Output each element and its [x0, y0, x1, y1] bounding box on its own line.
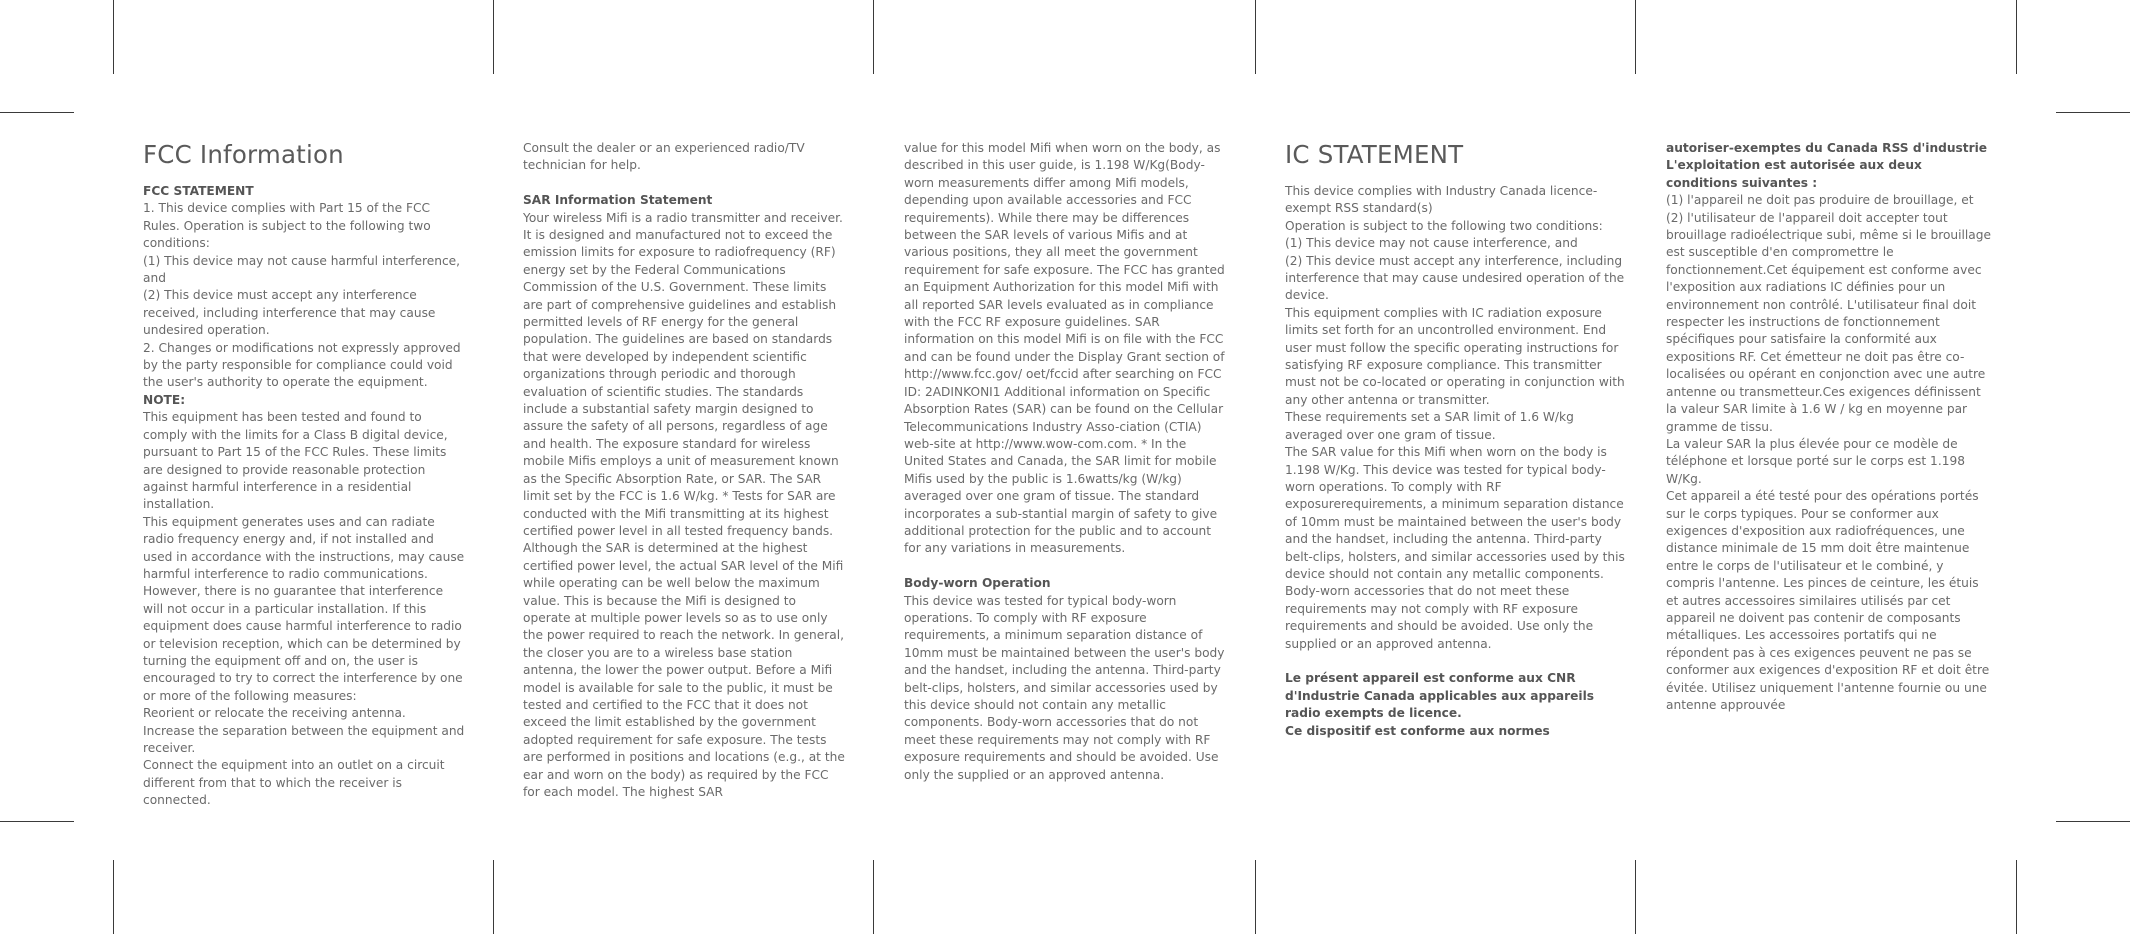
paragraph: value for this model Mifi when worn on the body, as described in this user guide, is 1.198 W/Kg(Body-worn measurements differ among Mifi models, depending upon available accessories and FCC requirements). While there may be differences between the SAR levels of various Mifis and at various positions, they all meet the government requirement for safe exposure. The FCC has granted an Equipment Authorization for this model Mifi with all reported SAR levels evaluated as in compliance with the FCC RF exposure guidelines. SAR information on this model Mifi is on file with the FCC and can be found under the Display Grant section of http://www.fcc.gov/ oet/fccid after searching on FCC ID: 2ADINKONI1 Additional information on Specific Absorption Rates (SAR) can be found on the Cellular Telecommunications Industry Asso-ciation (CTIA) web-site at http://www.wow-com.com. * In the United States and Canada, the SAR limit for mobile Mifis used by the public is 1.6watts/kg (W/kg) averaged over one gram of tissue. The standard incorporates a sub-stantial margin of safety to give additional protection for the public and to account for any variations in measurements.: [904, 141, 1225, 556]
paragraph: (1) l'appareil ne doit pas produire de brouillage, et: [1666, 193, 1974, 208]
paragraph: This device was tested for typical body-worn operations. To comply with RF exposure requirements, a minimum separation distance of 10mm must be maintained between the user's body and the handset, including the antenna. Third-party belt-clips, holsters, and similar accessories used by this device should not contain any metallic components. Body-worn accessories that do not meet these requirements may not comply with RF exposure requirements and should be avoided. Use only the supplied or an approved antenna.: [904, 593, 1225, 782]
column-sar-information: [523, 140, 845, 801]
subheading: Body-worn Operation: [904, 576, 1051, 591]
crop-mark: [2056, 112, 2130, 113]
paragraph: Reorient or relocate the receiving antenna.: [143, 706, 406, 721]
paragraph: Operation is subject to the following two conditions:: [1285, 218, 1603, 233]
crop-mark: [1635, 860, 1636, 934]
crop-mark: [113, 0, 114, 74]
paragraph: Cet appareil a été testé pour des opérations portés sur le corps typiques. Pour se conformer aux exigences d'exposition aux radiofréquences, une distance minimale de 15 mm doit être maintenue entre le corps de l'utilisateur et le combiné, y compris l'antenne. Les pinces de ceinture, les étuis et autres accessoires similaires utilisés par cet appareil ne doivent pas contenir de composants métalliques. Les accessoires portatifs qui ne répondent pas à ces exigences peuvent ne pas se conformer aux exigences d'exposition RF et doit être évitée. Utilisez uniquement l'antenne fournie ou une antenne approuvée: [1666, 489, 1990, 712]
paragraph: (1) This device may not cause harmful interference, and: [143, 253, 461, 286]
paragraph-gap: [1285, 653, 1630, 670]
section-heading: FCC Information: [143, 140, 344, 169]
subheading: SAR Information Statement: [523, 193, 713, 208]
crop-mark: [0, 112, 74, 113]
subheading: Le présent appareil est conforme aux CNR d'Industrie Canada applicables aux appareils radio exempts de licence.: [1285, 671, 1595, 721]
paragraph: The SAR value for this Mifi when worn on the body is 1.198 W/Kg. This device was tested for typical body-worn operations. To comply with RF exposurerequirements, a minimum separation distance of 10mm must be maintained between the user's body and the handset, including the antenna. Third-party belt-clips, holsters, and similar accessories used by this device should not contain any metallic components. Body-worn accessories that do not meet these requirements may not comply with RF exposure requirements and should be avoided. Use only the supplied or an approved antenna.: [1285, 445, 1625, 651]
paragraph: Consult the dealer or an experienced radio/TV technician for help.: [523, 141, 805, 173]
paragraph: (2) This device must accept any interference, including interference that may cause undesired operation of the device.: [1285, 253, 1625, 303]
crop-mark: [2016, 860, 2017, 934]
crop-mark: [2056, 821, 2130, 822]
paragraph: This equipment generates uses and can radiate radio frequency energy and, if not installed and used in accordance with the instructions, may cause harmful interference to radio communications. However, there is no guarantee that interference will not occur in a particular installation. If this equipment does cause harmful interference to radio or television reception, which can be determined by turning the equipment off and on, the user is encouraged to try to correct the interference by one or more of the following measures:: [143, 514, 465, 703]
paragraph: (1) This device may not cause interference, and: [1285, 236, 1578, 251]
paragraph: This equipment complies with IC radiation exposure limits set forth for an uncontrolled environment. End user must follow the specific operating instructions for satisfying RF exposure compliance. This transmitter must not be co-located or operating in conjunction with any other antenna or transmitter.: [1285, 305, 1625, 407]
paragraph: (2) This device must accept any interference received, including interference that may cause undesired operation.: [143, 288, 436, 338]
paragraph: Your wireless Mifi is a radio transmitter and receiver. It is designed and manufactured not to exceed the emission limits for exposure to radiofrequency (RF) energy set by the Federal Communications Commission of the U.S. Government. These limits are part of comprehensive guidelines and establish permitted levels of RF energy for the general population. The guidelines are based on standards that were developed by independent scientific organizations through periodic and thorough evaluation of scientific studies. The standards include a substantial safety margin designed to assure the safety of all persons, regardless of age and health. The exposure standard for wireless mobile Mifis employs a unit of measurement known as the Specific Absorption Rate, or SAR. The SAR limit set by the FCC is 1.6 W/kg. * Tests for SAR are conducted with the Mifi transmitting at its highest certified power level in all tested frequency bands. Although the SAR is determined at the highest certified power level, the actual SAR level of the Mifi while operating can be well below the maximum value. This is because the Mifi is designed to operate at multiple power levels so as to use only the power required to reach the network. In general, the closer you are to a wireless base station antenna, the lower the power output. Before a Mifi model is available for sale to the public, it must be tested and certified to the FCC that it does not exceed the limit established by the government adopted requirement for safe exposure. The tests are performed in positions and locations (e.g., at the ear and worn on the body) as required by the FCC for each model. The highest SAR: [523, 210, 845, 800]
paragraph: 1. This device complies with Part 15 of the FCC Rules. Operation is subject to the following two conditions:: [143, 201, 431, 251]
paragraph: Increase the separation between the equipment and receiver.: [143, 723, 465, 755]
subheading: FCC STATEMENT: [143, 184, 254, 198]
paragraph: These requirements set a SAR limit of 1.6 W/kg averaged over one gram of tissue.: [1285, 410, 1574, 442]
crop-mark: [113, 860, 114, 934]
crop-mark: [1255, 0, 1256, 74]
subheading: NOTE:: [143, 392, 186, 407]
subheading: Ce dispositif est conforme aux normes: [1285, 723, 1550, 738]
crop-mark: [493, 0, 494, 74]
crop-mark: [1635, 0, 1636, 74]
paragraph: This equipment has been tested and found to comply with the limits for a Class B digital device, pursuant to Part 15 of the FCC Rules. These limits are designed to provide reasonable protection against harmful interference in a residential installation.: [143, 410, 448, 512]
column-body-worn: [904, 140, 1226, 784]
paragraph: 2. Changes or modifications not expressly approved by the party responsible for compliance could void the user's authority to operate the equipment.: [143, 340, 461, 390]
paragraph-gap: [523, 175, 845, 192]
crop-mark: [1255, 860, 1256, 934]
column-fcc-information: [143, 140, 465, 810]
crop-mark: [873, 860, 874, 934]
paragraph: La valeur SAR la plus élevée pour ce modèle de téléphone et lorsque porté sur le corps est 1.198 W/Kg.: [1666, 436, 1965, 486]
crop-mark: [2016, 0, 2017, 74]
paragraph-gap: [904, 558, 1226, 575]
paragraph: (2) l'utilisateur de l'appareil doit accepter tout brouillage radioélectrique subi, même si le brouillage est susceptible d'en compromettre le fonctionnement.Cet équipement est conforme avec l'exposition aux radiations IC définies pour un environnement non contrôlé. L'utilisateur final doit respecter les instructions de fonctionnement spécifiques pour satisfaire la conformité aux expositions RF. Cet émetteur ne doit pas être co-localisées ou opérant en conjonction avec une autre antenne ou transmetteur.Ces exigences définissent la valeur SAR limite à 1.6 W / kg en moyenne par gramme de tissu.: [1666, 210, 1991, 434]
crop-mark: [873, 0, 874, 74]
crop-mark: [493, 860, 494, 934]
paragraph: Connect the equipment into an outlet on a circuit different from that to which the receiver is connected.: [143, 758, 445, 808]
crop-mark: [0, 821, 74, 822]
column-ic-statement: [1285, 140, 1630, 740]
paragraph: This device complies with Industry Canada licence-exempt RSS standard(s): [1285, 184, 1598, 216]
subheading: autoriser-exemptes du Canada RSS d'industrie L'exploitation est autorisée aux deux conditions suivantes :: [1666, 141, 1988, 190]
column-french-statement: [1666, 140, 1991, 714]
section-heading: IC STATEMENT: [1285, 140, 1464, 169]
